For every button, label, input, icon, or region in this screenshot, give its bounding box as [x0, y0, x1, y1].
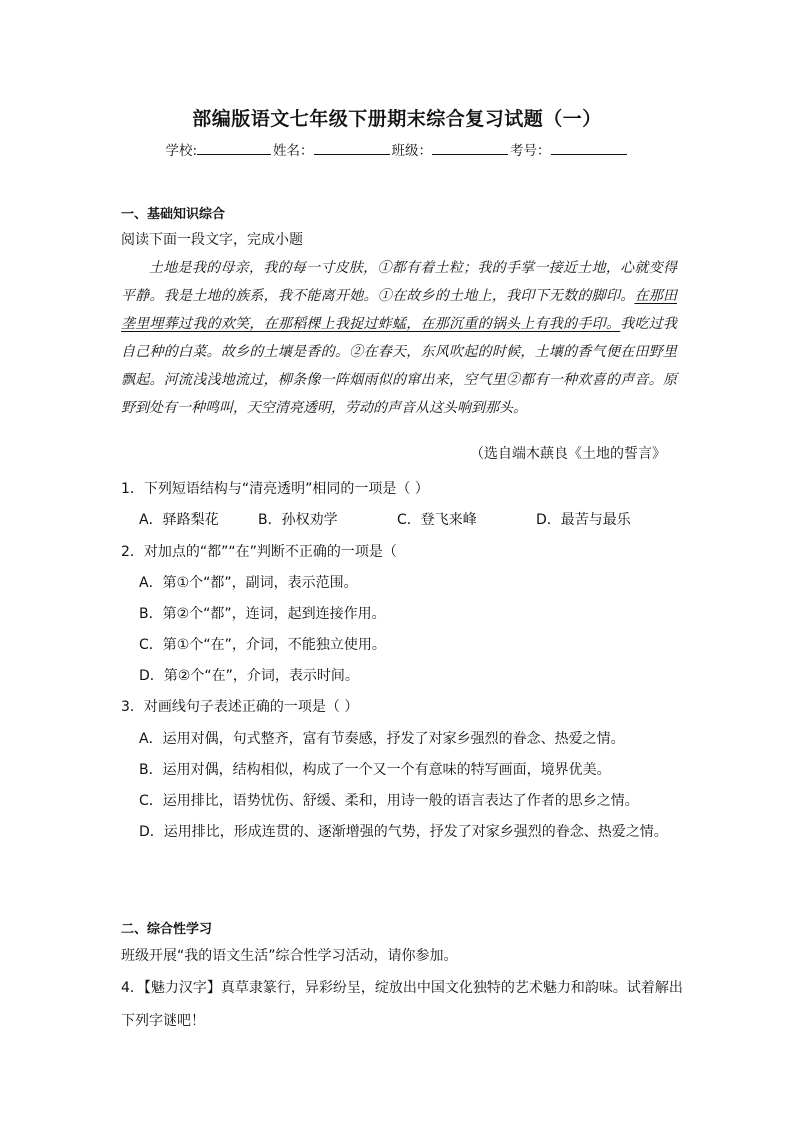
section1-heading: 一、基础知识综合 — [121, 207, 226, 222]
name-blank[interactable] — [314, 139, 390, 155]
passage-part2: 我吃过我自己种的白菜。故乡的土壤是香的。②在春天，东风吹起的时候，土壤的香气便在田野里飘起。河流浅浅地流过，柳条像一阵烟雨似的窜出来，空气里②都有一种欢喜的声音。原野到处有一种鸣叫，天空清亮透明，劳动的声音从这头响到那头。 — [121, 316, 678, 416]
school-label: 学校: — [165, 143, 198, 159]
question-4-line2: 下列字谜吧！ — [121, 1013, 205, 1029]
q3-option-c[interactable]: C．运用排比，语势忧伤、舒缓、柔和，用诗一般的语言表达了作者的思乡之情。 — [139, 793, 639, 809]
passage-underlined-sentence: 在那田垄里埋葬过我的欢笑，在那稻棵上我捉过蚱蜢，在那沉重的锅头上有我的手印。 — [121, 288, 678, 332]
q2-option-b[interactable]: B．第②个“都”，连词，起到连接作用。 — [139, 606, 386, 622]
question-1-stem: 1．下列短语结构与“清亮透明”相同的一项是（ ） — [121, 481, 429, 497]
q2-option-d[interactable]: D．第②个“在”，介词，表示时间。 — [139, 668, 359, 684]
reading-passage — [121, 254, 677, 422]
exam-title: 部编版语文七年级下册期末综合复习试题（一） — [192, 108, 602, 130]
question-4-line1: 4．【魅力汉字】真草隶篆行，异彩纷呈，绽放出中国文化独特的艺术魅力和韵味。试着解出 — [121, 980, 683, 996]
student-info-line — [0, 139, 794, 159]
exam-no-label: 考号： — [510, 143, 551, 159]
section2-intro: 班级开展“我的语文生活”综合性学习活动，请你参加。 — [121, 948, 458, 964]
class-label: 班级： — [391, 143, 433, 159]
section1-instruction: 阅读下面一段文字，完成小题 — [121, 232, 303, 248]
question-3-stem: 3．对画线句子表述正确的一项是（ ） — [121, 699, 359, 715]
q2-option-c[interactable]: C．第①个“在”，介词，不能独立使用。 — [139, 637, 386, 653]
q3-option-b[interactable]: B．运用对偶，结构相似，构成了一个又一个有意味的特写画面，境界优美。 — [139, 762, 611, 778]
q1-option-b[interactable]: B．孙权劝学 — [258, 512, 338, 528]
exam-no-blank[interactable] — [551, 139, 627, 155]
class-blank[interactable] — [432, 139, 508, 155]
q3-option-d[interactable]: D．运用排比，形成连贯的、逐渐增强的气势，抒发了对家乡强烈的眷念、热爱之情。 — [139, 824, 668, 840]
q1-option-a[interactable]: A．驿路梨花 — [139, 512, 219, 528]
q3-option-a[interactable]: A．运用对偶，句式整齐，富有节奏感，抒发了对家乡强烈的眷念、热爱之情。 — [139, 731, 625, 747]
q1-option-c[interactable]: C．登飞来峰 — [397, 512, 477, 528]
school-blank[interactable] — [197, 139, 271, 155]
passage-source: （选自端木蕻良《土地的誓言》 — [470, 446, 666, 462]
name-label: 姓名： — [273, 143, 314, 159]
question-2-stem: 2．对加点的“都”“在”判断不正确的一项是（ — [121, 544, 397, 560]
section2-heading: 二、综合性学习 — [121, 922, 213, 937]
q2-option-a[interactable]: A．第①个“都”，副词，表示范围。 — [139, 575, 358, 591]
q1-option-d[interactable]: D．最苦与最乐 — [536, 512, 631, 528]
passage-part1: 土地是我的母亲，我的每一寸皮肤，①都有着土粒；我的手掌一接近土地，心就变得平静。我是土地的族系，我不能离开她。①在故乡的土地上，我印下无数的脚印。 — [121, 260, 677, 304]
